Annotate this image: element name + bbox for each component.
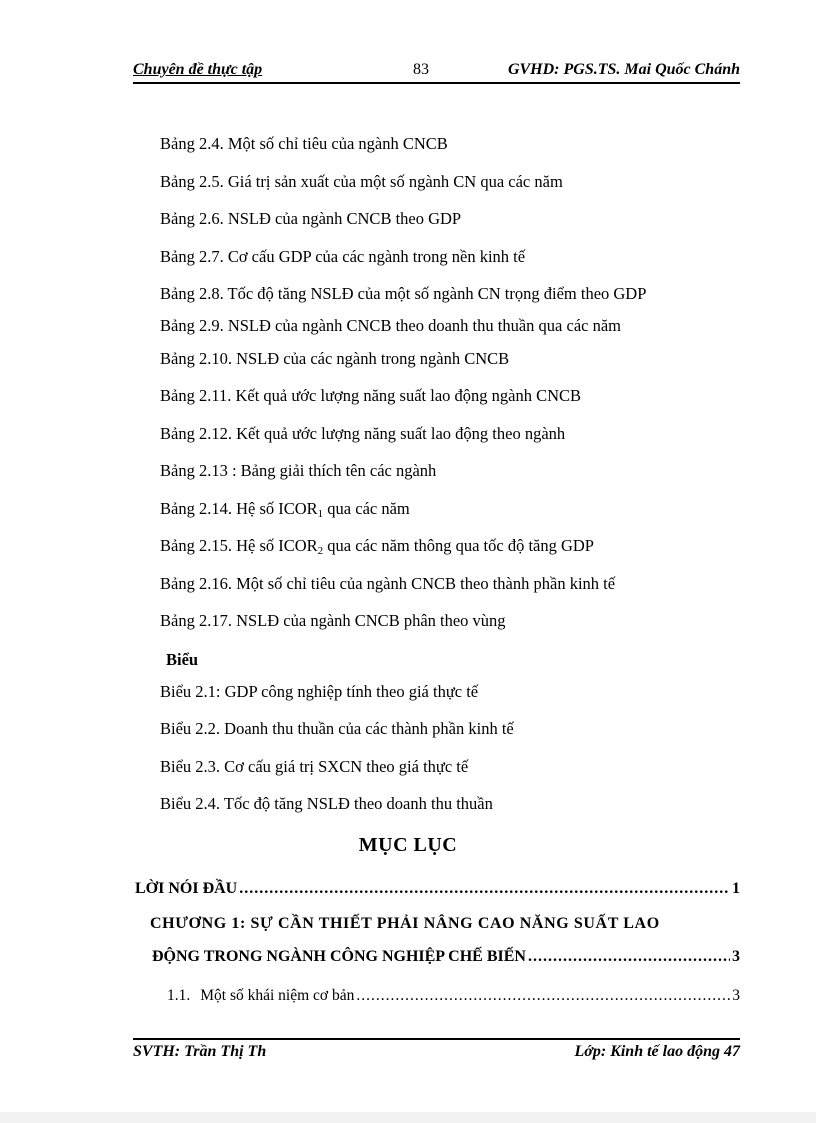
list-item bbox=[160, 536, 594, 556]
header-document-type: Chuyên đề thực tập bbox=[133, 61, 263, 78]
toc-entry-chapter-1[interactable] bbox=[152, 948, 740, 966]
subscript: 2 bbox=[317, 545, 324, 557]
footer-class: Lớp: Kinh tế lao động 47 bbox=[574, 1043, 740, 1060]
list-item bbox=[160, 499, 410, 519]
page-edge bbox=[0, 1112, 816, 1123]
toc-entry-section-1-1[interactable] bbox=[167, 987, 740, 1005]
toc-entry-label: Một số khái niệm cơ bản bbox=[200, 987, 355, 1004]
toc-entry-label: LỜI NÓI ĐẦU bbox=[135, 880, 238, 897]
toc-entry-preface[interactable] bbox=[135, 880, 740, 898]
subscript: 1 bbox=[317, 508, 324, 520]
list-item: Bảng 2.13 : Bảng giải thích tên các ngành bbox=[160, 461, 437, 480]
list-item: Bảng 2.5. Giá trị sản xuất của một số ngành CN qua các năm bbox=[160, 172, 563, 191]
list-item: Biểu 2.4. Tốc độ tăng NSLĐ theo doanh thu thuần bbox=[160, 794, 493, 813]
list-item-text: qua các năm thông qua tốc độ tăng GDP bbox=[323, 536, 594, 555]
list-item: Bảng 2.4. Một số chỉ tiêu của ngành CNCB bbox=[160, 134, 448, 153]
toc-leader-dots bbox=[239, 880, 730, 898]
toc-title: MỤC LỤC bbox=[358, 834, 458, 856]
list-item: Biểu 2.3. Cơ cấu giá trị SXCN theo giá thực tế bbox=[160, 757, 469, 776]
list-item: Bảng 2.10. NSLĐ của các ngành trong ngành CNCB bbox=[160, 349, 510, 368]
list-item: Bảng 2.17. NSLĐ của ngành CNCB phân theo vùng bbox=[160, 611, 506, 630]
toc-leader-dots bbox=[528, 948, 730, 966]
header-supervisor: GVHD: PGS.TS. Mai Quốc Chánh bbox=[507, 61, 740, 78]
page-header bbox=[133, 60, 740, 84]
page-footer bbox=[133, 1038, 740, 1064]
toc-leader-dots bbox=[356, 987, 730, 1005]
list-item: Bảng 2.8. Tốc độ tăng NSLĐ của một số ngành CN trọng điểm theo GDP bbox=[160, 284, 647, 303]
list-item-text: Bảng 2.14. Hệ số ICOR bbox=[160, 499, 318, 518]
list-item: Biểu 2.1: GDP công nghiệp tính theo giá thực tế bbox=[160, 682, 479, 701]
toc-chapter-1-line-1[interactable]: CHƯƠNG 1: SỰ CẦN THIẾT PHẢI NÂNG CAO NĂNG SUẤT LAO bbox=[150, 915, 660, 932]
toc-page-number: 1 bbox=[732, 880, 740, 897]
list-item: Bảng 2.16. Một số chỉ tiêu của ngành CNCB theo thành phần kinh tế bbox=[160, 574, 616, 593]
charts-heading: Biểu bbox=[166, 650, 199, 669]
toc-entry-label: ĐỘNG TRONG NGÀNH CÔNG NGHIỆP CHẾ BIẾN bbox=[152, 948, 526, 965]
toc-section-number: 1.1. bbox=[167, 987, 191, 1004]
footer-student: SVTH: Trần Thị Th bbox=[133, 1043, 267, 1060]
page-number: 83 bbox=[413, 61, 429, 78]
list-item: Bảng 2.9. NSLĐ của ngành CNCB theo doanh thu thuần qua các năm bbox=[160, 316, 621, 335]
list-item: Bảng 2.12. Kết quả ước lượng năng suất lao động theo ngành bbox=[160, 424, 566, 443]
list-item: Bảng 2.11. Kết quả ước lượng năng suất lao động ngành CNCB bbox=[160, 386, 582, 405]
toc-page-number: 3 bbox=[732, 948, 740, 965]
list-item: Bảng 2.6. NSLĐ của ngành CNCB theo GDP bbox=[160, 209, 462, 228]
list-item-text: Bảng 2.15. Hệ số ICOR bbox=[160, 536, 318, 555]
list-item: Biểu 2.2. Doanh thu thuần của các thành phần kinh tế bbox=[160, 719, 514, 738]
list-item: Bảng 2.7. Cơ cấu GDP của các ngành trong nền kinh tế bbox=[160, 247, 526, 266]
list-item-text: qua các năm bbox=[323, 499, 410, 518]
toc-page-number: 3 bbox=[732, 987, 740, 1004]
